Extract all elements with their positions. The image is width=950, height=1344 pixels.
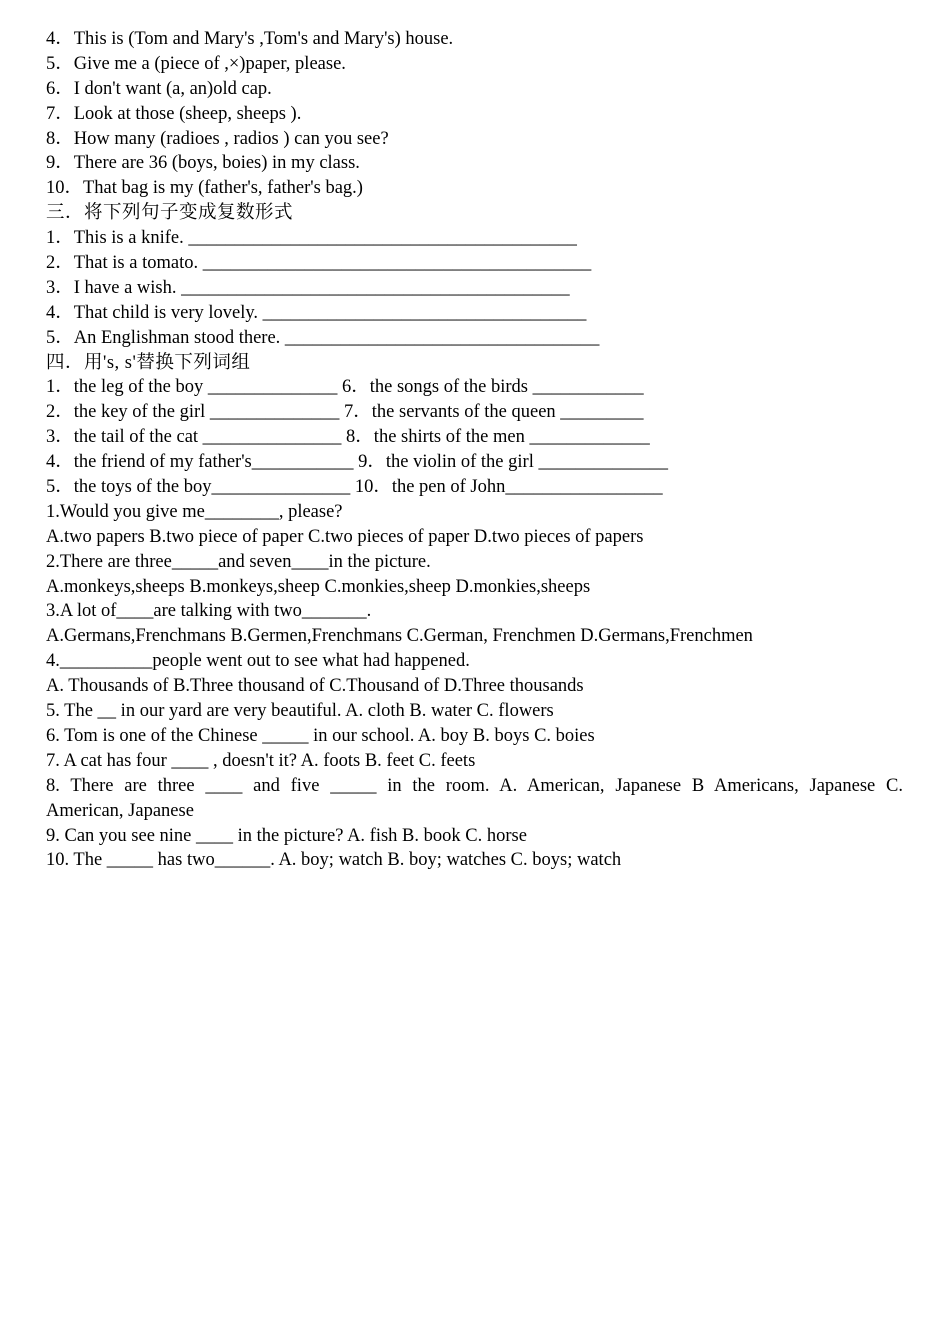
section-heading-3: 三．将下列句子变成复数形式 — [46, 203, 294, 224]
question-line: 4.__________people went out to see what had happened. — [46, 651, 470, 672]
question-line: 3.A lot of____are talking with two_______. — [46, 601, 372, 622]
question-line: 6. Tom is one of the Chinese _____ in our school. A. boy B. boys C. boies — [46, 725, 595, 746]
section-heading-4: 四．用's, s'替换下列词组 — [46, 352, 251, 373]
question-line: American, Japanese — [46, 800, 194, 821]
answer-options: A.monkeys,sheeps B.monkeys,sheep C.monkies,sheep D.monkies,sheeps — [46, 576, 591, 597]
question-line: 1.Would you give me________, please? — [46, 501, 343, 522]
question-line: 2.There are three_____and seven____in the picture. — [46, 551, 431, 572]
answer-options: A. Thousands of B.Three thousand of C.Thousand of D.Three thousands — [46, 676, 584, 697]
worksheet-page — [46, 27, 903, 873]
question-line: 5．An Englishman stood there. __________________________________ — [46, 327, 600, 348]
question-line: 2．That is a tomato. __________________________________________ — [46, 253, 592, 274]
question-line: 7. A cat has four ____ , doesn't it? A. foots B. feet C. feets — [46, 750, 476, 771]
question-line: 7．Look at those (sheep, sheeps ). — [46, 103, 302, 124]
question-line: 6．I don't want (a, an)old cap. — [46, 78, 272, 99]
question-line: 1．the leg of the boy ______________ 6．the songs of the birds ____________ — [46, 377, 644, 398]
question-line: 2．the key of the girl ______________ 7．the servants of the queen _________ — [46, 402, 644, 423]
question-line: 4．That child is very lovely. ___________________________________ — [46, 302, 587, 323]
answer-options: A.two papers B.two piece of paper C.two pieces of paper D.two pieces of papers — [46, 526, 644, 547]
question-line-justified: 8. There are three ____ and five _____ in the room. A. American, Japanese B Americans, Japanese C. — [46, 775, 903, 796]
question-line: 3．I have a wish. __________________________________________ — [46, 277, 570, 298]
answer-options: A.Germans,Frenchmans B.Germen,Frenchmans C.German, Frenchmen D.Germans,Frenchmen — [46, 626, 753, 647]
question-line: 4．This is (Tom and Mary's ,Tom's and Mary's) house. — [46, 29, 454, 49]
question-line: 5．the toys of the boy_______________ 10．the pen of John_________________ — [46, 477, 663, 498]
question-line: 9．There are 36 (boys, boies) in my class. — [46, 153, 360, 174]
question-line: 9. Can you see nine ____ in the picture? A. fish B. book C. horse — [46, 825, 527, 846]
question-line: 1．This is a knife. __________________________________________ — [46, 228, 577, 249]
question-line: 5. The __ in our yard are very beautiful. A. cloth B. water C. flowers — [46, 701, 554, 722]
question-line: 10. The _____ has two______. A. boy; watch B. boy; watches C. boys; watch — [46, 850, 622, 871]
question-line: 5．Give me a (piece of ,×)paper, please. — [46, 53, 346, 74]
question-line: 3．the tail of the cat _______________ 8．the shirts of the men _____________ — [46, 427, 650, 448]
question-line: 8．How many (radioes , radios ) can you see? — [46, 128, 389, 149]
question-line: 4．the friend of my father's___________ 9．the violin of the girl ______________ — [46, 452, 668, 473]
question-line: 10．That bag is my (father's, father's bag.) — [46, 178, 363, 199]
